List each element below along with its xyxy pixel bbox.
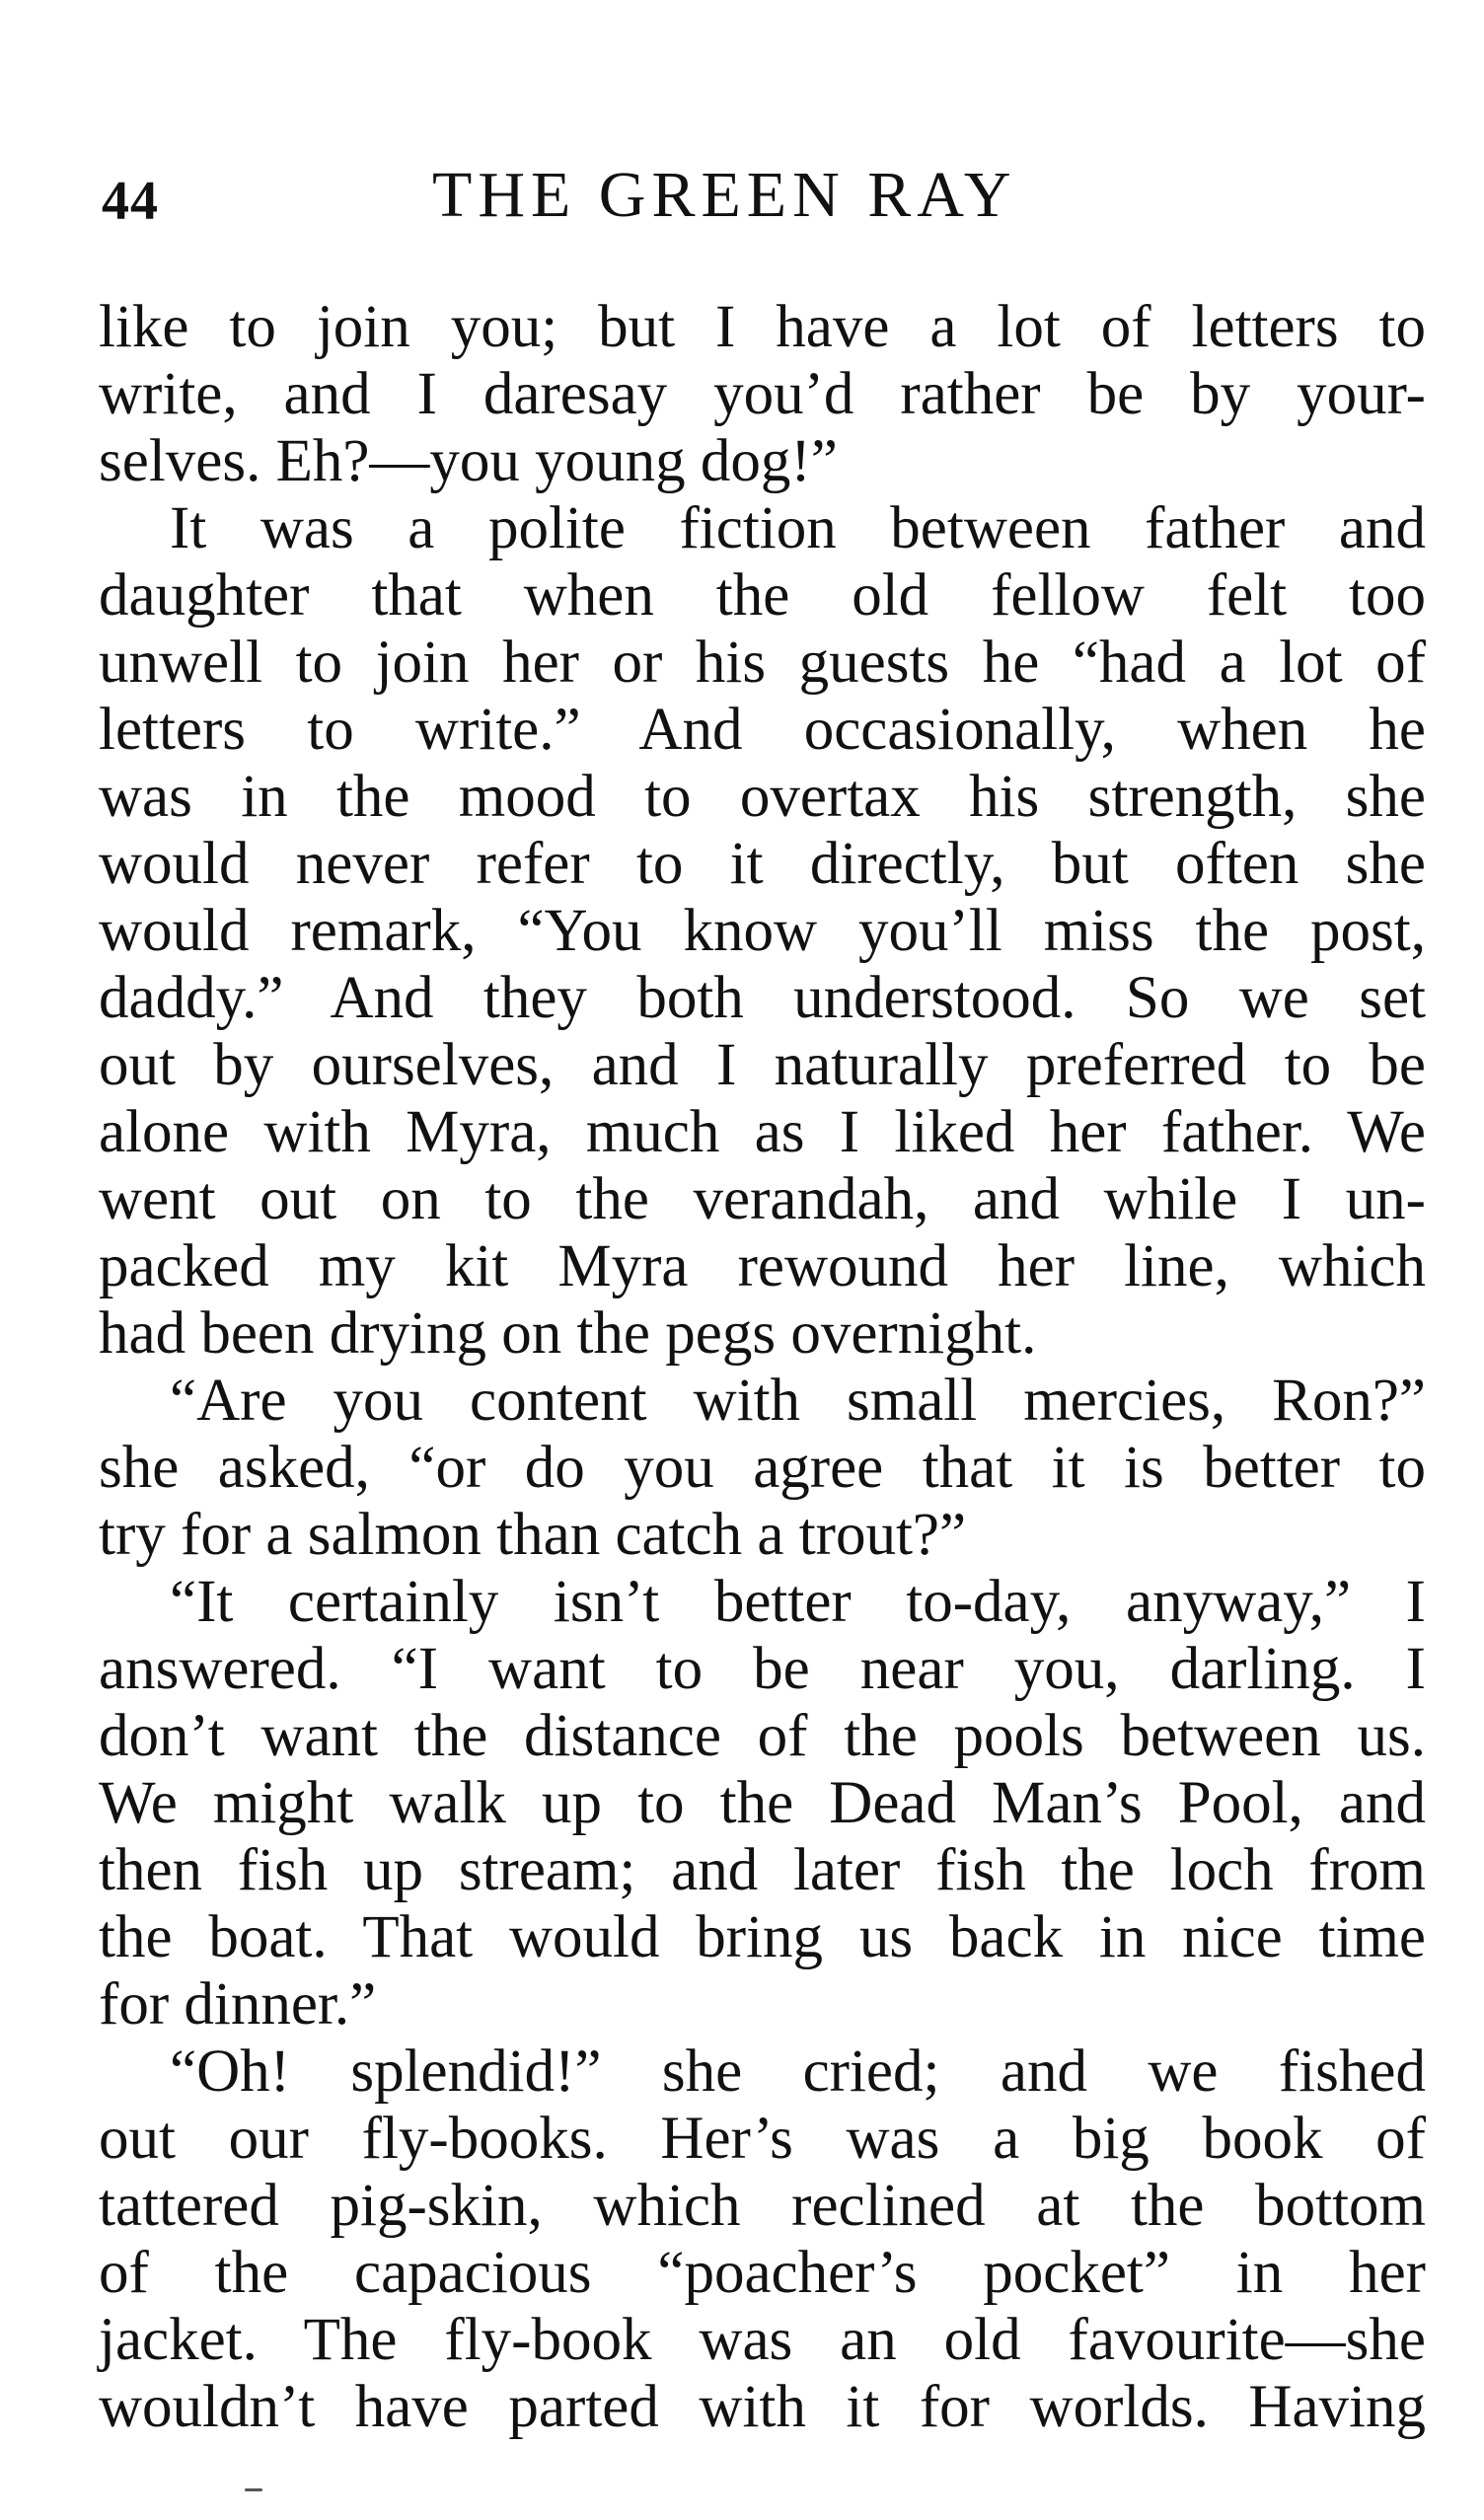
text-line: We might walk up to the Dead Man’s Pool, and <box>99 1770 1426 1836</box>
text-line: selves. Eh?—you young dog!” <box>99 428 838 494</box>
text-line: out our fly-books. Her’s was a big book of <box>99 2106 1426 2172</box>
text-line: don’t want the distance of the pools between us. <box>99 1703 1426 1769</box>
text-line: had been drying on the pegs overnight. <box>99 1300 1037 1367</box>
running-title: THE GREEN RAY <box>432 159 1017 231</box>
text-line: she asked, “or do you agree that it is better to <box>99 1435 1426 1501</box>
text-line: “Are you content with small mercies, Ron?” <box>170 1368 1426 1434</box>
body-text <box>99 294 1426 2441</box>
text-line: jacket. The fly-book was an old favourite—she <box>99 2307 1426 2373</box>
text-line: try for a salmon than catch a trout?” <box>99 1502 967 1568</box>
text-line: of the capacious “poacher’s pocket” in her <box>99 2240 1426 2306</box>
page-number: 44 <box>102 171 159 232</box>
text-line: would never refer to it directly, but often she <box>99 831 1426 897</box>
text-line: alone with Myra, much as I liked her father. We <box>99 1099 1426 1165</box>
text-line: for dinner.” <box>99 1971 377 2038</box>
text-line: “It certainly isn’t better to-day, anyway,” I <box>170 1569 1426 1635</box>
running-head <box>102 158 1424 237</box>
text-line: letters to write.” And occasionally, when he <box>99 697 1426 763</box>
text-line: It was a polite fiction between father and <box>170 495 1426 561</box>
text-line: out by ourselves, and I naturally preferred to be <box>99 1032 1426 1098</box>
text-line: was in the mood to overtax his strength, she <box>99 764 1426 830</box>
text-line: “Oh! splendid!” she cried; and we fished <box>170 2038 1426 2105</box>
text-line: daddy.” And they both understood. So we set <box>99 965 1426 1031</box>
text-line: answered. “I want to be near you, darling. I <box>99 1636 1426 1702</box>
text-line: like to join you; but I have a lot of letters to <box>99 294 1426 360</box>
text-line: then fish up stream; and later fish the loch from <box>99 1837 1426 1903</box>
text-line: wouldn’t have parted with it for worlds. Having <box>99 2374 1426 2440</box>
text-line: daughter that when the old fellow felt too <box>99 562 1426 629</box>
print-speck <box>245 2488 262 2491</box>
text-line: would remark, “You know you’ll miss the post, <box>99 898 1426 964</box>
text-line: write, and I daresay you’d rather be by your- <box>99 361 1426 427</box>
text-line: packed my kit Myra rewound her line, which <box>99 1233 1426 1299</box>
text-line: unwell to join her or his guests he “had a lot of <box>99 630 1426 696</box>
text-line: the boat. That would bring us back in nice time <box>99 1904 1426 1970</box>
text-line: tattered pig-skin, which reclined at the bottom <box>99 2173 1426 2239</box>
text-line: went out on to the verandah, and while I un- <box>99 1166 1426 1232</box>
